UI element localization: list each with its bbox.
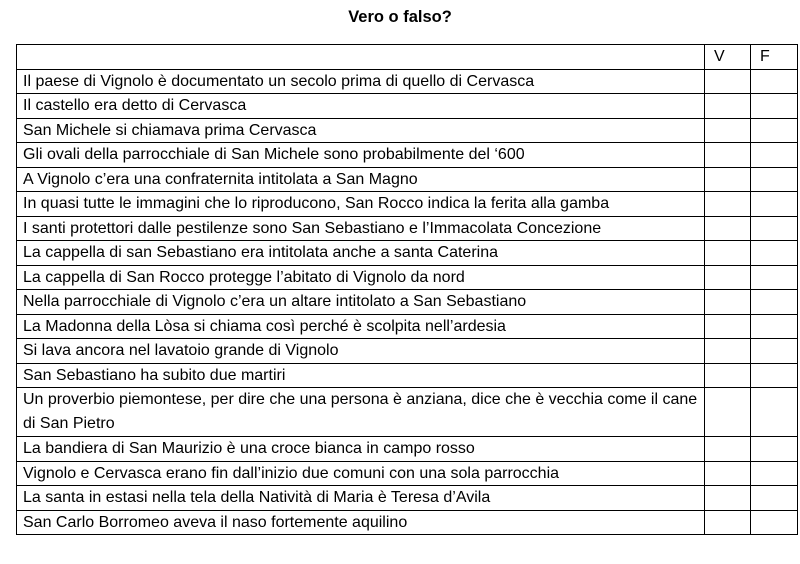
table-row [17,388,798,437]
table-row [17,216,798,241]
statement-text: Il paese di Vignolo è documentato un secolo prima di quello di Cervasca [17,69,705,94]
false-answer-cell[interactable] [751,265,798,290]
false-answer-cell[interactable] [751,143,798,168]
false-answer-cell[interactable] [751,241,798,266]
table-row [17,314,798,339]
statement-text: La cappella di san Sebastiano era intitolata anche a santa Caterina [17,241,705,266]
table-row [17,339,798,364]
table-row [17,486,798,511]
table-row [17,461,798,486]
header-row [17,45,798,70]
true-answer-cell[interactable] [705,510,751,535]
true-answer-cell[interactable] [705,265,751,290]
statement-text: La santa in estasi nella tela della Natività di Maria è Teresa d’Avila [17,486,705,511]
false-answer-cell[interactable] [751,118,798,143]
false-answer-cell[interactable] [751,437,798,462]
statement-text: La Madonna della Lòsa si chiama così perché è scolpita nell’ardesia [17,314,705,339]
table-row [17,265,798,290]
true-answer-cell[interactable] [705,314,751,339]
statement-text: Il castello era detto di Cervasca [17,94,705,119]
statement-text: A Vignolo c’era una confraternita intitolata a San Magno [17,167,705,192]
statement-text: I santi protettori dalle pestilenze sono San Sebastiano e l’Immacolata Concezione [17,216,705,241]
false-answer-cell[interactable] [751,290,798,315]
true-answer-cell[interactable] [705,486,751,511]
false-answer-cell[interactable] [751,510,798,535]
statement-text: La bandiera di San Maurizio è una croce bianca in campo rosso [17,437,705,462]
table-row [17,363,798,388]
statement-text: Un proverbio piemontese, per dire che una persona è anziana, dice che è vecchia come il cane di San Pietro [17,388,705,437]
false-answer-cell[interactable] [751,216,798,241]
page-title: Vero o falso? [348,8,452,26]
true-answer-cell[interactable] [705,167,751,192]
statement-text: In quasi tutte le immagini che lo riproducono, San Rocco indica la ferita alla gamba [17,192,705,217]
table-row [17,510,798,535]
table-row [17,69,798,94]
true-false-table [16,44,798,535]
true-answer-cell[interactable] [705,437,751,462]
statement-text: Gli ovali della parrocchiale di San Michele sono probabilmente del ‘600 [17,143,705,168]
table-row [17,241,798,266]
true-answer-cell[interactable] [705,241,751,266]
true-answer-cell[interactable] [705,192,751,217]
table-row [17,143,798,168]
false-answer-cell[interactable] [751,69,798,94]
false-answer-cell[interactable] [751,339,798,364]
table-row [17,94,798,119]
true-answer-cell[interactable] [705,363,751,388]
false-answer-cell[interactable] [751,192,798,217]
true-answer-cell[interactable] [705,388,751,437]
statement-text: San Carlo Borromeo aveva il naso fortemente aquilino [17,510,705,535]
false-answer-cell[interactable] [751,94,798,119]
false-answer-cell[interactable] [751,314,798,339]
table-row [17,290,798,315]
statement-text: La cappella di San Rocco protegge l’abitato di Vignolo da nord [17,265,705,290]
true-answer-cell[interactable] [705,94,751,119]
statement-text: San Sebastiano ha subito due martiri [17,363,705,388]
statement-text: Vignolo e Cervasca erano fin dall’inizio due comuni con una sola parrocchia [17,461,705,486]
true-answer-cell[interactable] [705,143,751,168]
true-answer-cell[interactable] [705,290,751,315]
table-row [17,167,798,192]
false-answer-cell[interactable] [751,388,798,437]
statement-text: Si lava ancora nel lavatoio grande di Vignolo [17,339,705,364]
statement-text: Nella parrocchiale di Vignolo c’era un altare intitolato a San Sebastiano [17,290,705,315]
true-answer-cell[interactable] [705,69,751,94]
statement-header [17,45,705,70]
true-answer-cell[interactable] [705,216,751,241]
true-answer-cell[interactable] [705,339,751,364]
false-answer-cell[interactable] [751,167,798,192]
false-answer-cell[interactable] [751,363,798,388]
table-row [17,192,798,217]
true-column-header: V [705,45,751,70]
false-column-header: F [751,45,798,70]
table-row [17,437,798,462]
false-answer-cell[interactable] [751,461,798,486]
statement-text: San Michele si chiamava prima Cervasca [17,118,705,143]
true-answer-cell[interactable] [705,118,751,143]
false-answer-cell[interactable] [751,486,798,511]
true-answer-cell[interactable] [705,461,751,486]
table-row [17,118,798,143]
